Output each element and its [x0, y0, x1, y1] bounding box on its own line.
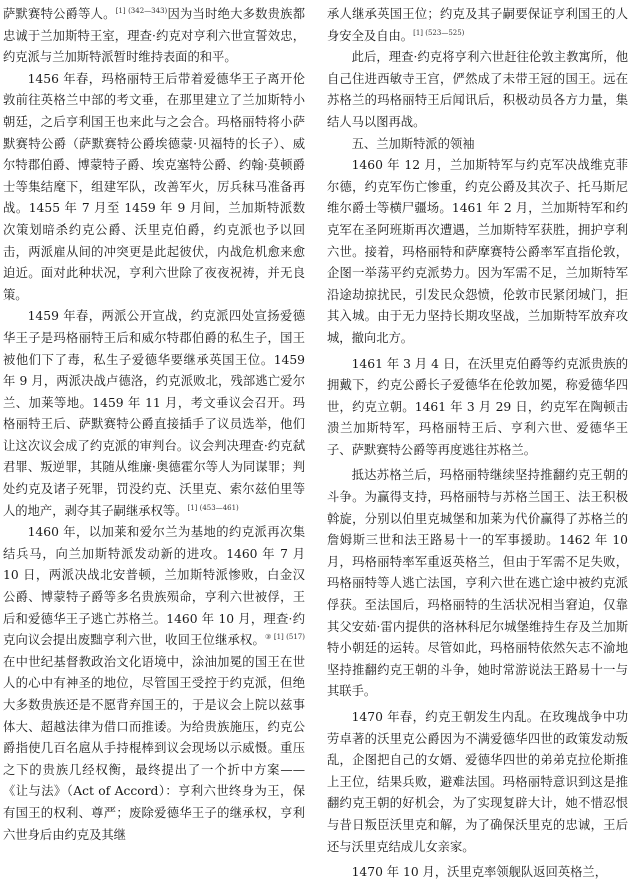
paragraph-text: 此后，理查·约克将亨利六世赶往伦敦主教寓所，他自己住进西敏寺王宫，俨然成了未带王冠的国王。远在苏格兰的玛格丽特王后闻讯后，积极动员各方力量，集结人马以图再战。 [327, 50, 628, 129]
citation: [1] (453—461) [187, 503, 239, 512]
paragraph-text: 1460 年 12 月，兰加斯特军与约克军决战维克菲尔德，约克军伤亡惨重，约克公爵及其次子、托马斯尼维尔爵士等横尸疆场。1461 年 2 月，兰加斯特军和约克军在圣阿班斯再次遭遇，兰加斯特军获胜，拥护亨利六世。接着，玛格丽特和萨摩赛特公爵率军直指伦敦，企图一举荡平约克派势力。因为军需不足，兰加斯特军沿途劫掠扰民，引发民众怨愤，伦敦市民紧闭城门，拒其入城。由于无力坚持长期攻坚战，兰加斯特军放弃攻城，撤向北方。 [327, 158, 628, 345]
paragraph [3, 69, 305, 307]
paragraph [327, 4, 628, 47]
paragraph [327, 862, 628, 884]
paragraph-text: 1460 年，以加莱和爱尔兰为基地的约克派再次集结兵马，向兰加斯特派发动新的进攻。1460 年 7 月 10 日，两派决战北安普顿，兰加斯特派惨败，白金汉公爵、博蒙特子爵等多名贵族殒命，亨利六世被俘，王后和爱德华王子逃亡苏格兰。1460 年 10 月，理查·约克向议会提出废黜亨利六世，收回王位继承权。 [3, 525, 305, 648]
paragraph [327, 465, 628, 703]
paragraph [3, 306, 305, 522]
paragraph-text: 抵达苏格兰后，玛格丽特继续坚持推翻约克王朝的斗争。为赢得支持，玛格丽特与苏格兰国王、法王积极斡旋，分别以伯里克城堡和加莱为代价赢得了苏格兰的詹姆斯三世和法王路易十一的军事援助。1462 年 10 月，玛格丽特率军重返英格兰，但由于军需不足失败，玛格丽特等人逃亡法国，亨利六世在逃亡途中被约克派俘获。至法国后，玛格丽特的生活状况相当窘迫，仅靠其父安茹·雷内提供的洛林科尼尔城堡维持生存及兰加斯特小朝廷的运转。尽管如此，玛格丽特依然矢志不渝地坚持推翻约克王朝的斗争，她时常游说法王路易十一与其联手。 [327, 468, 628, 699]
paragraph [327, 707, 628, 858]
right-column [327, 4, 628, 884]
citation: [1] (342—343) [115, 6, 168, 15]
paragraph-text: 因为当时绝大多数贵族都忠诚于兰加斯特王室，理查·约克对亨利六世宣誓效忠，约克派与兰加斯特派暂时维持表面的和平。 [3, 7, 305, 65]
paragraph-text: 在中世纪基督教政治文化语境中，涂油加冕的国王在世人的心中有神圣的地位，尽管国王受控于约克派，但绝大多数贵族还是不愿背弃国王的，于是议会上院以兹事体大、超越法律为借口而推诿。为给贵族施压，约克公爵指使几百名扈从手持棍棒到议会现场以示威慑。重压之下的贵族几经权衡，最终提出了一个折中方案——《让与法》（Act of Accord）：亨利六世终身为王，保有国王的权利、尊严；废除爱德华王子的继承权，亨利六世身后由约克及其继 [3, 654, 305, 842]
citation: ③ [1] (517) [264, 633, 305, 642]
section-heading-text: 五、兰加斯特派的领袖 [351, 136, 475, 151]
section-heading [327, 134, 628, 156]
paragraph-text: 1461 年 3 月 4 日，在沃里克伯爵等约克派贵族的拥戴下，约克公爵长子爱德华在伦敦加冕，称爱德华四世，约克立朝。1461 年 3 月 29 日，约克军在陶顿击溃兰加斯特军，玛格丽特王后、亨利六世、爱德华王子、萨默赛特公爵等再度逃往苏格兰。 [327, 356, 628, 457]
left-column [3, 4, 305, 846]
paragraph-text: 承人继承英国王位；约克及其子嗣要保证亨利国王的人身安全及自由。 [327, 7, 628, 43]
paragraph [3, 4, 305, 69]
paragraph-text: 1459 年春，两派公开宣战，约克派四处宣扬爱德华王子是玛格丽特王后和威尔特郡伯爵的私生子，国王被他们下了毒，私生子爱德华要继承英国王位。1459 年 9 月，两派决战卢德洛，约克派败北，残部逃亡爱尔兰、加莱等地。1459 年 11 月，考文垂议会召开。玛格丽特王后、萨默赛特公爵直接插手了议员选举，他们让这次议会成了约克派的审判台。议会判决理查·约克弑君罪、叛逆罪，其随从维廉·奥德霍尔等人为同谋罪；判处约克及诸子死罪，罚没约克、沃里克、索尔兹伯里等人的地产，剥夺其子嗣继承权等。 [3, 309, 305, 518]
paragraph-text: 1470 年 10 月，沃里克率领舰队返回英格兰， [351, 865, 608, 880]
paragraph-text: 萨默赛特公爵等人。 [3, 7, 116, 21]
paragraph [3, 522, 305, 846]
citation: [1] (523—525) [413, 28, 465, 37]
paragraph [327, 47, 628, 133]
paragraph-text: 1470 年春，约克王朝发生内乱。在玫瑰战争中功劳卓著的沃里克公爵因为不满爱德华四世的政策发动叛乱，企图把自己的女婿、爱德华四世的弟弟克拉伦斯推上王位，结果兵败，避难法国。玛格丽特意识到这是推翻约克王朝的好机会，为了实现复辟大计，她不惜忍恨与昔日叛臣沃里克和解，为了确保沃里克的忠诚，王后还与沃里克结成儿女亲家。 [327, 710, 628, 854]
paragraph [327, 155, 628, 349]
paragraph-text: 1456 年春，玛格丽特王后带着爱德华王子离开伦敦前往英格兰中部的考文垂，在那里建立了兰加斯特小朝廷，之后亨利国王也来此与之会合。玛格丽特将小萨默赛特公爵（萨默赛特公爵埃德蒙·贝福特的长子）、威尔特郡伯爵、博蒙特子爵、埃克塞特公爵、约翰·莫顿爵士等集结麾下，组建军队，改善军火，厉兵秣马准备再战。1455 年 7 月至 1459 年 9 月间，兰加斯特派数次策划暗杀约克公爵、沃里克伯爵，约克派也予以回击，两派雇从间的冲突更是此起彼伏，内战危机愈来愈迫近。面对此种状况，亨利六世除了夜夜祝祷，并无良策。 [3, 71, 305, 302]
paragraph [327, 354, 628, 462]
